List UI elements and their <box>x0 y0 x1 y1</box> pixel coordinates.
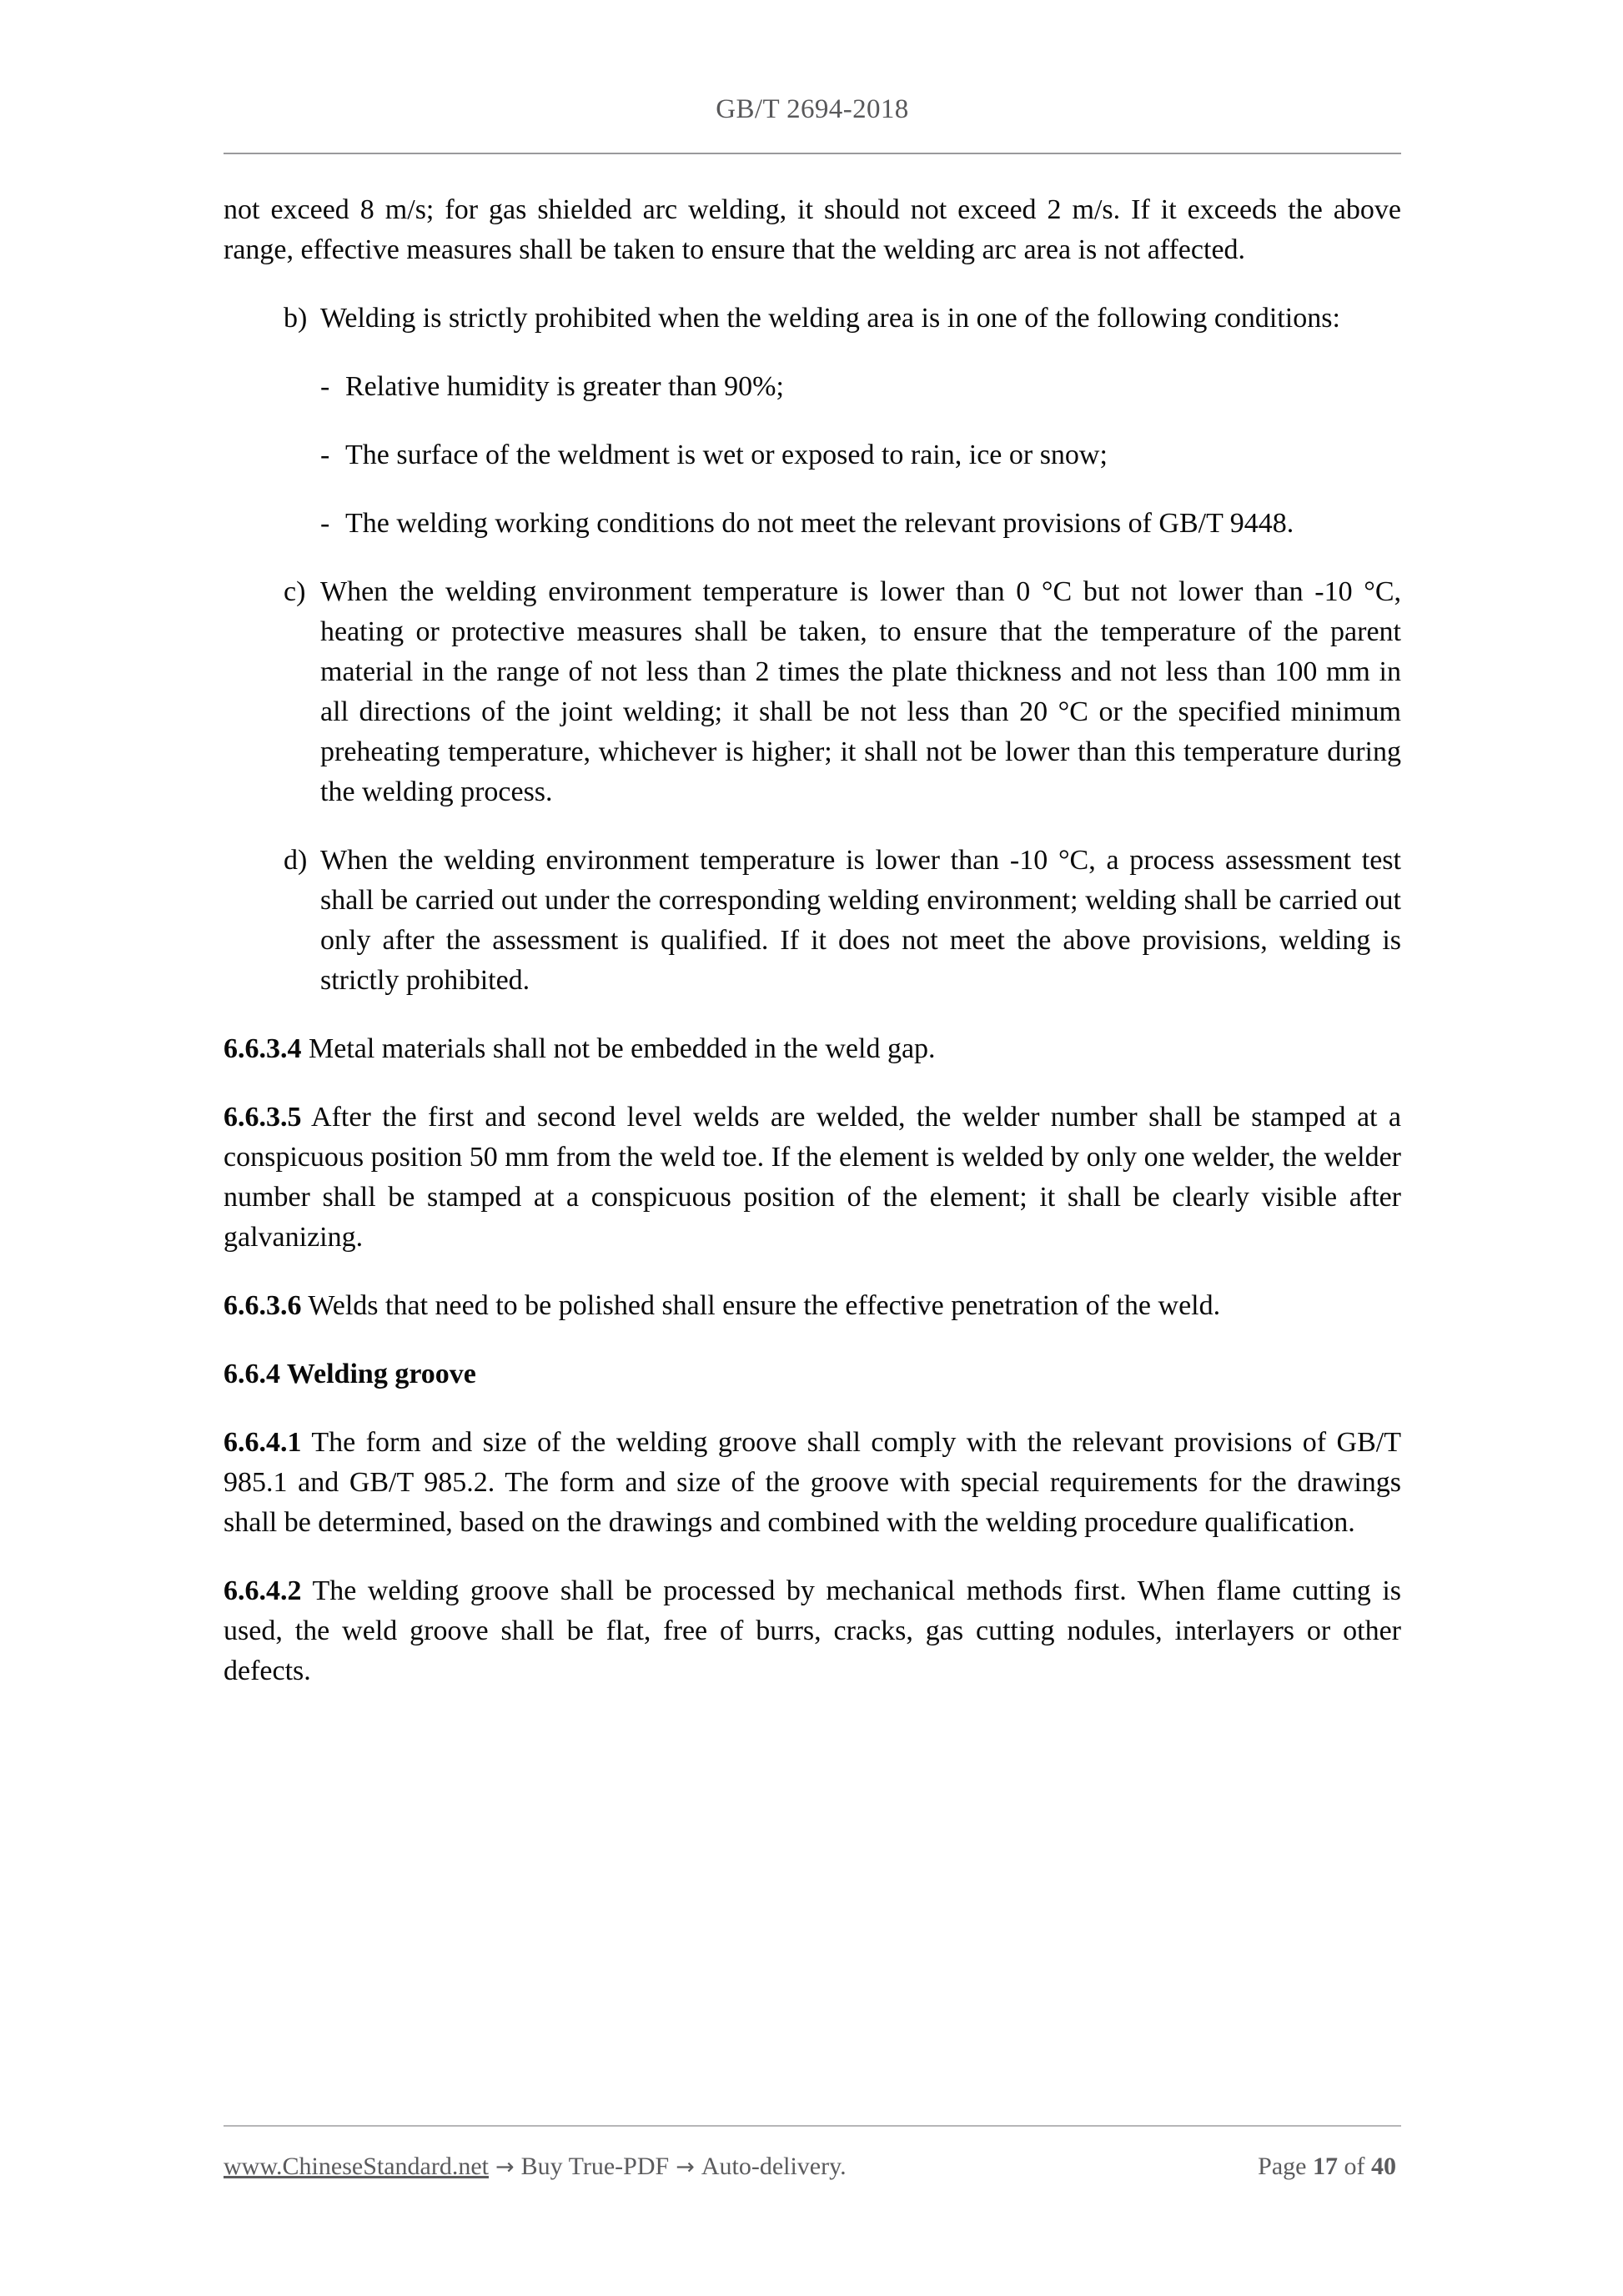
header-divider <box>224 153 1401 154</box>
clause-text: Metal materials shall not be embedded in the weld gap. <box>309 1033 936 1064</box>
dash-marker: - <box>320 371 330 402</box>
dash-bullet-item <box>224 435 1401 475</box>
list-item-text: When the welding environment temperature is lower than -10 °C, a process assessment test shall be carried out under the corresponding welding environment; welding shall be carried out only after the assessment is qualified. If it does not meet the above provisions, welding is strictly prohibited. <box>320 845 1401 996</box>
footer-promo <box>224 2148 847 2186</box>
clause-number: 6.6.3.6 <box>224 1290 302 1321</box>
section-number: 6.6.4 <box>224 1359 280 1389</box>
clause-6-6-3-5 <box>224 1098 1401 1258</box>
clause-text: After the first and second level welds are welded, the welder number shall be stamped at a conspicuous position 50 mm from the weld toe. If the element is welded by only one welder, the welder number shall be stamped at a conspicuous position of the element; it shall be clearly visible after galvanizing. <box>224 1102 1401 1253</box>
footer-promo-text-1: Buy True-PDF <box>520 2153 670 2180</box>
of-label: of <box>1344 2153 1365 2180</box>
footer-divider <box>224 2125 1401 2127</box>
clause-text: The welding groove shall be processed by mechanical methods first. When flame cutting is used, the weld groove shall be flat, free of burrs, cracks, gas cutting nodules, interlayers or other defects. <box>224 1575 1401 1686</box>
clause-number: 6.6.3.5 <box>224 1102 302 1133</box>
list-marker-d: d) <box>284 845 308 876</box>
clause-number: 6.6.4.1 <box>224 1427 302 1458</box>
clause-6-6-4-1 <box>224 1423 1401 1543</box>
intro-paragraph: not exceed 8 m/s; for gas shielded arc welding, it should not exceed 2 m/s. If it exceeds the above range, effective measures shall be taken to ensure that the welding arc area is not affected. <box>224 194 1401 265</box>
total-page-count: 40 <box>1371 2153 1396 2180</box>
list-item-text: When the welding environment temperature is lower than 0 °C but not lower than -10 °C, heating or protective measures shall be taken, to ensure that the temperature of the parent material in the range of not less than 2 times the plate thickness and not less than 100 mm in all directions of the joint welding; it shall be not less than 20 °C or the specified minimum preheating temperature, whichever is higher; it shall not be lower than this temperature during the welding process. <box>320 576 1401 807</box>
page-footer <box>224 2148 1401 2186</box>
page-label: Page <box>1258 2153 1307 2180</box>
clause-6-6-4-2 <box>224 1571 1401 1691</box>
clause-number: 6.6.4.2 <box>224 1575 302 1606</box>
standard-number-header: GB/T 2694-2018 <box>716 94 909 124</box>
dash-marker: - <box>320 440 330 470</box>
list-item <box>224 299 1401 339</box>
dash-bullet-text: Relative humidity is greater than 90%; <box>345 371 784 402</box>
arrow-right-icon: → <box>676 2154 695 2180</box>
page-number-indicator <box>1258 2148 1401 2185</box>
current-page-number: 17 <box>1313 2153 1338 2180</box>
page-header <box>224 93 1401 127</box>
document-body <box>224 190 1401 1720</box>
clause-6-6-3-4 <box>224 1029 1401 1069</box>
dash-bullet-item <box>224 367 1401 407</box>
footer-website-link[interactable]: www.ChineseStandard.net <box>224 2153 489 2180</box>
clause-text: The form and size of the welding groove shall comply with the relevant provisions of GB/T 985.1 and GB/T 985.2. The form and size of the groove with special requirements for the drawings shall be determined, based on the drawings and combined with the welding procedure qualification. <box>224 1427 1401 1538</box>
section-title: Welding groove <box>286 1359 476 1389</box>
arrow-right-icon: → <box>495 2154 515 2180</box>
list-marker-b: b) <box>284 303 308 334</box>
dash-marker: - <box>320 508 330 539</box>
list-item <box>224 841 1401 1001</box>
list-item-text: Welding is strictly prohibited when the welding area is in one of the following conditions: <box>320 303 1340 334</box>
list-marker-c: c) <box>284 576 306 607</box>
dash-bullet-item <box>224 504 1401 544</box>
clause-text: Welds that need to be polished shall ensure the effective penetration of the weld. <box>308 1290 1221 1321</box>
list-item <box>224 572 1401 812</box>
dash-bullet-text: The welding working conditions do not meet the relevant provisions of GB/T 9448. <box>345 508 1294 539</box>
dash-bullet-text: The surface of the weldment is wet or exposed to rain, ice or snow; <box>345 440 1108 470</box>
footer-promo-text-2: Auto-delivery. <box>701 2153 847 2180</box>
clause-number: 6.6.3.4 <box>224 1033 302 1064</box>
section-heading-6-6-4 <box>224 1354 1401 1394</box>
clause-6-6-3-6 <box>224 1286 1401 1326</box>
